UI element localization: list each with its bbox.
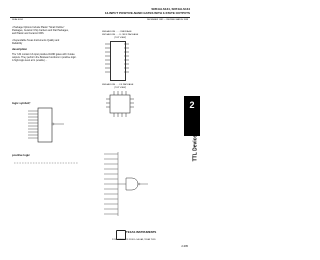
page-number: 2-395 xyxy=(181,245,188,248)
feature-item-1: • Package Options Include Plastic "Small Outline" Packages, Ceramic Chip Carriers and Flat Packages, and Plastic and Ceramic DIPs xyxy=(12,26,69,36)
header-rule xyxy=(10,17,190,18)
description-heading: description xyxy=(12,47,28,51)
part-numbers: SN54ALS134, SN74ALS134 xyxy=(151,7,190,11)
package-bottom-view: (TOP VIEW) xyxy=(114,87,127,89)
bullet-icon: • xyxy=(12,39,13,42)
positive-logic-heading: positive logic xyxy=(12,153,30,157)
logic-diagram xyxy=(100,150,150,220)
package-top-title-2: SN74ALS134 . . . D OR N PACKAGE xyxy=(102,34,139,36)
logic-symbol-diagram xyxy=(22,106,72,146)
doc-label: SDALS034 xyxy=(12,19,23,21)
section-tab-label: TTL Devices xyxy=(192,132,198,162)
bullet-icon: • xyxy=(12,26,13,29)
package-bottom-title: SN54ALS134 . . . FK PACKAGE xyxy=(102,84,134,86)
section-tab-number: 2 xyxy=(189,100,195,110)
package-top-view: (TOP VIEW) xyxy=(114,37,127,39)
description-text: The '134 contain 13-input positive-NAND gates with 3-state outputs. They perform the Boolean functions in positive logic. A high-logic-level at G (enable) ... xyxy=(12,53,77,63)
footer-brand: TEXAS INSTRUMENTS xyxy=(126,230,157,234)
package-top-title: SN54ALS134 . . . J PACKAGE xyxy=(102,31,132,33)
positive-logic-diagram xyxy=(12,158,82,168)
dip-pins xyxy=(104,41,130,79)
doc-revision: DECEMBER 1982 — REVISED MARCH 1988 xyxy=(146,19,188,21)
feature-item-2: • Dependable Texas Instruments Quality and Reliability xyxy=(12,39,60,46)
logic-symbol-heading: logic symbol† xyxy=(12,101,31,105)
footer-address: POST OFFICE BOX 655303 • DALLAS, TEXAS 75265 xyxy=(112,239,156,241)
page-title: 13-INPUT POSITIVE-NAND GATES WITH 3-STATE OUTPUTS xyxy=(104,11,190,15)
fk-package xyxy=(106,91,134,117)
